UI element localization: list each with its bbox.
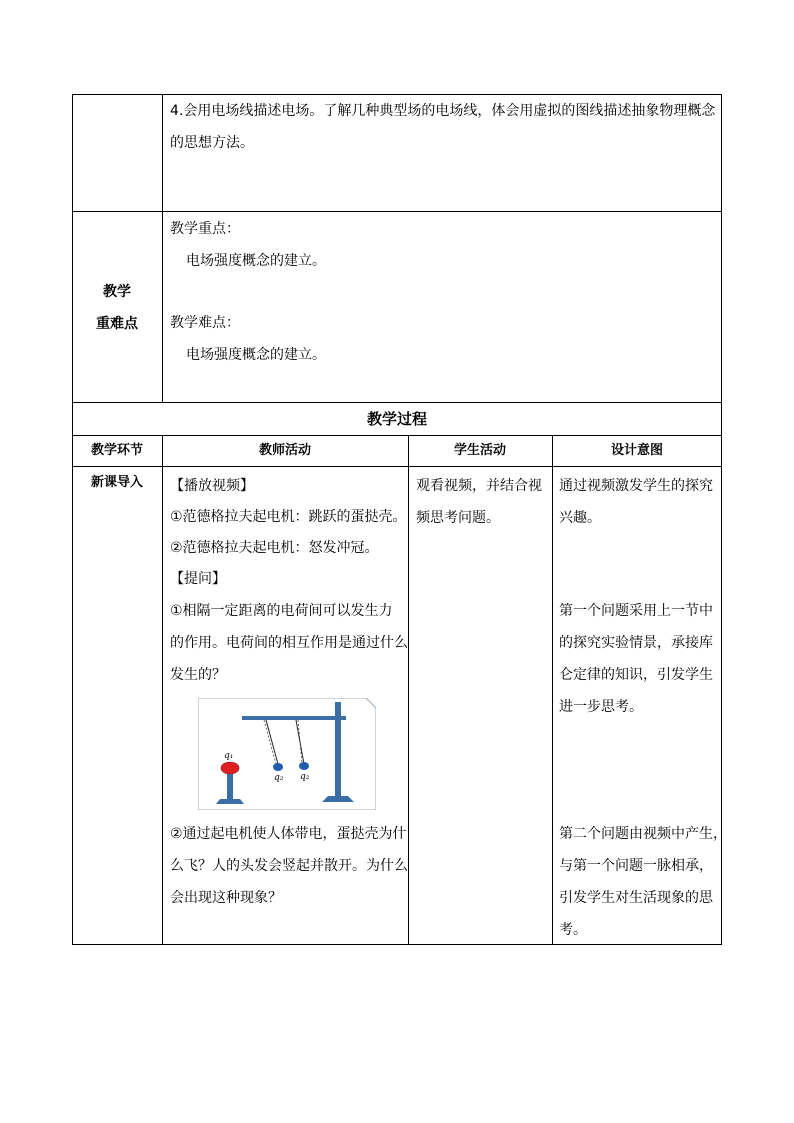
intent-line: 仑定律的知识，引发学生 xyxy=(559,667,713,683)
key-points-label: 重难点 xyxy=(96,316,138,332)
teacher-line: ①相隔一定距离的电荷间可以发生力 xyxy=(170,603,393,619)
teacher-line: 【提问】 xyxy=(170,571,226,587)
intent-line: 的探究实验情景，承接库 xyxy=(559,635,713,651)
intent-line: 考。 xyxy=(559,922,587,938)
intent-line: 引发学生对生活现象的思 xyxy=(559,890,713,906)
sphere-stand xyxy=(227,774,233,800)
charge-label: q₂ xyxy=(300,772,310,782)
teacher-line: 会出现这种现象？ xyxy=(170,890,282,906)
stand-bar xyxy=(242,716,346,720)
table-divider xyxy=(552,435,553,945)
hanging-ball xyxy=(299,762,309,770)
teacher-line: 的作用。电荷间的相互作用是通过什么 xyxy=(170,635,408,651)
student-line: 频思考问题。 xyxy=(416,510,500,526)
intent-line: 通过视频激发学生的探究 xyxy=(559,478,713,494)
intent-line: 兴趣。 xyxy=(559,510,601,526)
student-line: 观看视频，并结合视 xyxy=(416,478,542,494)
hanging-ball xyxy=(273,763,283,771)
intent-line: 第二个问题由视频中产生， xyxy=(559,826,727,842)
column-header: 教师活动 xyxy=(258,443,311,458)
objective-line: 的思想方法。 xyxy=(170,135,254,151)
intent-line: 与第一个问题一脉相承， xyxy=(559,858,713,874)
process-title: 教学过程 xyxy=(366,410,427,428)
charge-label: q₂ xyxy=(274,773,284,783)
table-divider xyxy=(72,435,722,436)
intent-line: 进一步思考。 xyxy=(559,699,643,715)
teacher-line: ①范德格拉夫起电机：跳跃的蛋挞壳。 xyxy=(170,509,407,525)
stage-label: 新课导入 xyxy=(90,475,143,490)
table-divider xyxy=(72,211,722,212)
teacher-line: 发生的？ xyxy=(170,667,226,683)
teacher-line: ②范德格拉夫起电机：怒发冲冠。 xyxy=(170,540,379,556)
difficulty-text: 电场强度概念的建立。 xyxy=(186,347,326,363)
difficulty-title: 教学难点： xyxy=(170,315,240,331)
column-header: 学生活动 xyxy=(453,443,506,458)
charged-sphere xyxy=(221,762,239,774)
column-header: 设计意图 xyxy=(610,443,663,458)
intent-line: 第一个问题采用上一节中 xyxy=(559,603,713,619)
objective-line: 4.会用电场线描述电场。了解几种典型场的电场线，体会用虚拟的图线描述抽象物理概念 xyxy=(170,103,716,119)
table-divider xyxy=(72,402,722,403)
teacher-line: ②通过起电机使人体带电，蛋挞壳为什 xyxy=(170,826,407,842)
table-divider xyxy=(408,435,409,945)
focus-title: 教学重点： xyxy=(170,221,240,237)
table-divider xyxy=(162,435,163,945)
table-divider xyxy=(162,94,163,402)
coulomb-experiment-figure xyxy=(198,698,376,810)
key-points-label: 教学 xyxy=(103,284,131,300)
focus-text: 电场强度概念的建立。 xyxy=(186,253,326,269)
table-divider xyxy=(72,466,722,467)
teacher-line: 么飞？人的头发会竖起并散开。为什么 xyxy=(170,858,408,874)
charge-label: q₁ xyxy=(224,751,234,761)
sphere-stand-base xyxy=(216,799,244,804)
column-header: 教学环节 xyxy=(90,443,143,458)
teacher-line: 【播放视频】 xyxy=(170,478,254,494)
